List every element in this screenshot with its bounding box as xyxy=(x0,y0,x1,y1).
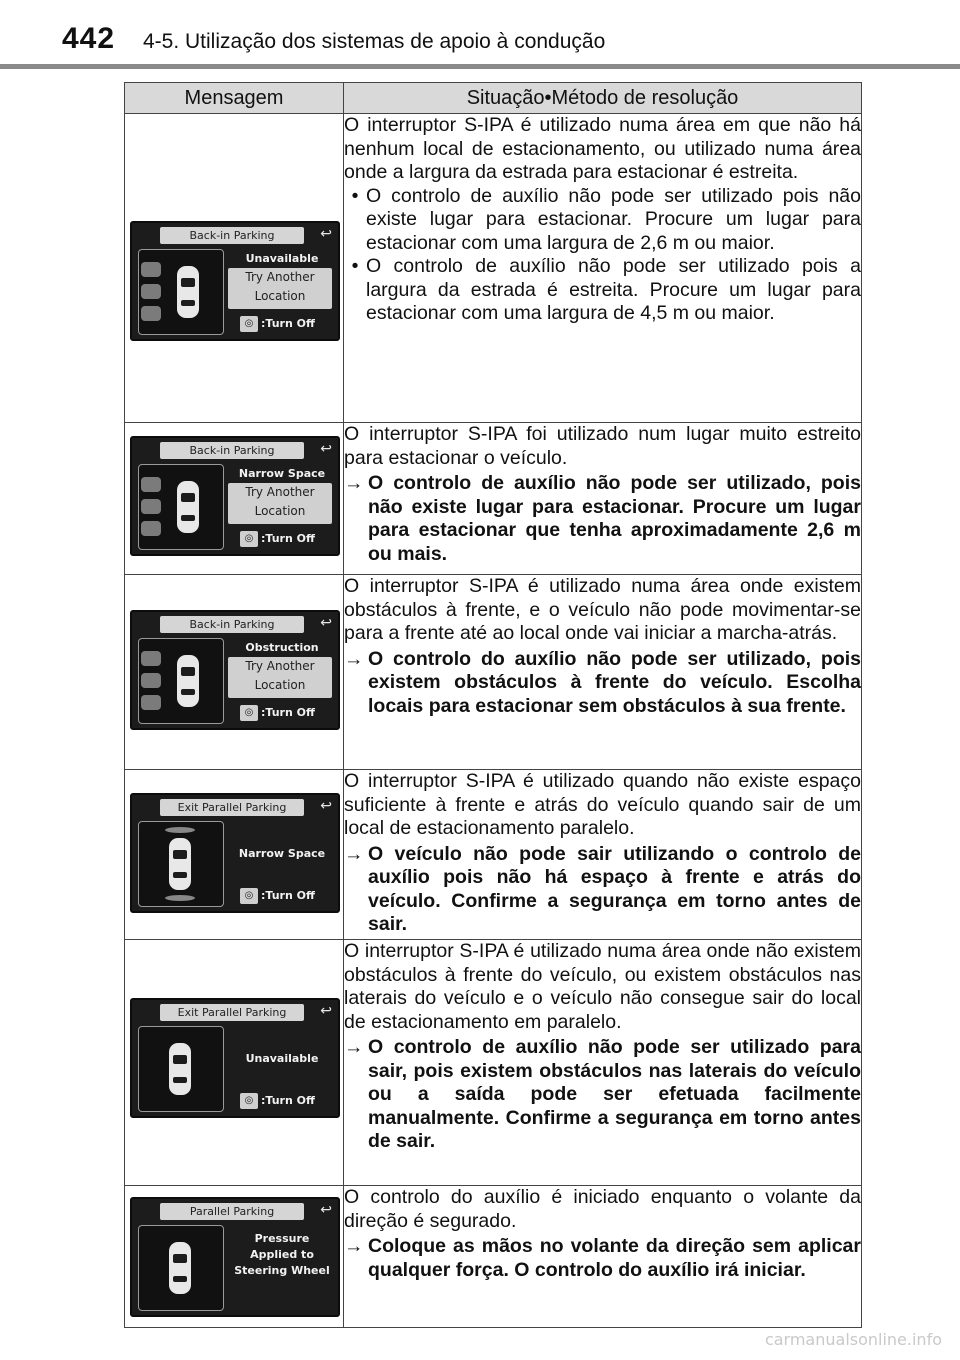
return-arrow-icon: ↩ xyxy=(320,798,332,814)
message-cell xyxy=(125,940,344,1186)
message-table xyxy=(124,82,862,1328)
turn-off-label: :Turn Off xyxy=(261,1094,315,1107)
car-icon xyxy=(169,1043,191,1095)
watermark: carmanualsonline.info xyxy=(764,1330,942,1349)
steering-icon: ◎ xyxy=(240,531,258,547)
resolution-item xyxy=(344,1036,861,1154)
situation-cell xyxy=(344,423,862,575)
situation-cell xyxy=(344,575,862,770)
display-screen xyxy=(130,436,340,556)
table-row xyxy=(125,114,862,423)
bullet-text: O controlo de auxílio não pode ser utilizado pois a largura da estrada é estreita. Procure um lugar para estacionar com uma largura de 4,5 m ou maior. xyxy=(366,255,861,324)
steering-icon: ◎ xyxy=(240,705,258,721)
table-header-row xyxy=(125,83,862,114)
try-label-2: Location xyxy=(254,289,306,303)
bullet-item xyxy=(344,255,861,326)
resolution-text: O controlo de auxílio não pode ser utilizado, pois não existe lugar para estacionar. Procure um lugar para estacionar que tenha aproximadamente 2,6 m ou mais. xyxy=(368,472,861,565)
car-icon xyxy=(177,655,199,707)
turn-off-row xyxy=(240,1091,315,1110)
resolution-text: O controlo do auxílio não pode ser utilizado, pois existem obstáculos à frente do veículo. Escolha locais para estacionar sem obstáculos à sua frente. xyxy=(368,647,861,717)
try-label-2: Location xyxy=(254,678,306,692)
car-panel xyxy=(138,821,224,907)
try-label-1: Try Another xyxy=(245,485,315,499)
status-line: Pressure xyxy=(254,1232,310,1245)
bullet-item xyxy=(344,185,861,256)
side-button xyxy=(141,262,161,277)
resolution-item xyxy=(344,472,861,566)
status-line: Applied to xyxy=(250,1248,314,1261)
screen-status: Narrow Space xyxy=(238,847,326,860)
situation-cell xyxy=(344,940,862,1186)
try-another-location-button xyxy=(228,483,332,524)
screen-status: Unavailable xyxy=(245,252,319,265)
page-header xyxy=(0,0,960,70)
car-icon xyxy=(177,481,199,533)
side-button xyxy=(141,651,161,666)
screen-title: Back-in Parking xyxy=(160,442,304,459)
steering-icon: ◎ xyxy=(240,316,258,332)
arrow-icon: → xyxy=(344,842,364,865)
return-arrow-icon: ↩ xyxy=(320,1003,332,1019)
situation-text: O interruptor S-IPA é utilizado numa área onde existem obstáculos à frente, e o veículo não pode movimentar-se para a frente até ao local onde vai iniciar a marcha-atrás. xyxy=(344,575,861,644)
situation-text: O interruptor S-IPA é utilizado numa área em que não há nenhum local de estacionamento, ou utilizado numa área onde a largura da estrada para estacionar é estreita. xyxy=(344,114,861,183)
screen-status: Narrow Space xyxy=(238,467,326,480)
side-button xyxy=(141,477,161,492)
table-row xyxy=(125,770,862,940)
page-number: 442 xyxy=(62,22,116,55)
situation-text: O interruptor S-IPA é utilizado quando não existe espaço suficiente à frente e atrás do veículo quando sair de um local de estacionamento paralelo. xyxy=(344,770,861,839)
arrow-icon: → xyxy=(344,647,364,670)
car-icon xyxy=(177,266,199,318)
status-line: Steering Wheel xyxy=(234,1264,330,1277)
turn-off-row xyxy=(240,529,315,548)
return-arrow-icon: ↩ xyxy=(320,615,332,631)
try-label-1: Try Another xyxy=(245,659,315,673)
screen-status: Obstruction xyxy=(245,641,319,654)
resolution-text: Coloque as mãos no volante da direção sem aplicar qualquer força. O controlo do auxílio irá iniciar. xyxy=(368,1235,861,1281)
display-screen xyxy=(130,998,340,1118)
bullet-text: O controlo de auxílio não pode ser utilizado pois não existe lugar para estacionar. Procure um lugar para estacionar com uma largura de 2,6 m ou maior. xyxy=(366,184,861,254)
try-another-location-button xyxy=(228,657,332,698)
screen-title: Back-in Parking xyxy=(160,616,304,633)
side-button xyxy=(141,521,161,536)
resolution-item xyxy=(344,843,861,937)
situation-text: O controlo do auxílio é iniciado enquanto o volante da direção é segurado. xyxy=(344,1186,861,1232)
message-cell xyxy=(125,423,344,575)
steering-icon: ◎ xyxy=(240,888,258,904)
car-icon xyxy=(169,838,191,890)
side-button xyxy=(141,695,161,710)
turn-off-row xyxy=(240,703,315,722)
bullet-mark: • xyxy=(351,184,359,207)
turn-off-label: :Turn Off xyxy=(261,889,315,902)
screen-title: Exit Parallel Parking xyxy=(160,1004,304,1021)
side-button xyxy=(141,284,161,299)
resolution-text: O controlo de auxílio não pode ser utilizado para sair, pois existem obstáculos nas laterais do veículo ou a saída pode ser efetuada facilmente manualmente. Confirme a segurança em torno antes de sair. xyxy=(368,1036,861,1152)
table-row xyxy=(125,423,862,575)
try-label-2: Location xyxy=(254,504,306,518)
screen-status xyxy=(228,1231,336,1279)
display-screen xyxy=(130,1197,340,1317)
turn-off-label: :Turn Off xyxy=(261,706,315,719)
side-button xyxy=(141,499,161,514)
situation-text: O interruptor S-IPA foi utilizado num lugar muito estreito para estacionar o veículo. xyxy=(344,423,861,469)
section-title: 4-5. Utilização dos sistemas de apoio à condução xyxy=(143,30,606,53)
arrow-icon: → xyxy=(344,472,364,494)
sensor-arc xyxy=(165,827,195,833)
message-cell xyxy=(125,114,344,423)
side-button xyxy=(141,306,161,321)
steering-icon: ◎ xyxy=(240,1093,258,1109)
message-cell xyxy=(125,770,344,940)
situation-cell xyxy=(344,1186,862,1328)
return-arrow-icon: ↩ xyxy=(320,441,332,457)
car-panel xyxy=(138,464,224,550)
display-screen xyxy=(130,793,340,913)
screen-title: Back-in Parking xyxy=(160,227,304,244)
situation-text: O interruptor S-IPA é utilizado numa área onde não existem obstáculos à frente do veículo, ou existem obstáculos nas laterais do veículo e o veículo não consegue sair do local de estacionamento em paralelo. xyxy=(344,940,861,1033)
resolution-text: O veículo não pode sair utilizando o controlo de auxílio pois não há espaço à frente e atrás do veículo. Confirme a segurança em torno antes de sair. xyxy=(368,842,861,935)
display-screen xyxy=(130,221,340,341)
resolution-item xyxy=(344,648,861,719)
message-cell xyxy=(125,1186,344,1328)
car-icon xyxy=(169,1242,191,1294)
try-label-1: Try Another xyxy=(245,270,315,284)
display-screen xyxy=(130,610,340,730)
turn-off-row xyxy=(240,314,315,333)
arrow-icon: → xyxy=(344,1235,364,1257)
return-arrow-icon: ↩ xyxy=(320,1202,332,1218)
arrow-icon: → xyxy=(344,1036,364,1058)
screen-status: Unavailable xyxy=(245,1052,319,1065)
turn-off-label: :Turn Off xyxy=(261,317,315,330)
table-row xyxy=(125,1186,862,1328)
car-panel xyxy=(138,249,224,335)
col-header-situation: Situação•Método de resolução xyxy=(344,83,862,114)
turn-off-label: :Turn Off xyxy=(261,532,315,545)
screen-title: Parallel Parking xyxy=(160,1203,304,1220)
situation-cell xyxy=(344,114,862,423)
bullet-mark: • xyxy=(351,255,359,277)
table-row xyxy=(125,575,862,770)
car-panel xyxy=(138,638,224,724)
resolution-item xyxy=(344,1235,861,1282)
try-another-location-button xyxy=(228,268,332,309)
side-button xyxy=(141,673,161,688)
message-cell xyxy=(125,575,344,770)
table-row xyxy=(125,940,862,1186)
car-panel xyxy=(138,1225,224,1311)
header-rule xyxy=(0,64,960,69)
col-header-message: Mensagem xyxy=(125,83,344,114)
car-panel xyxy=(138,1026,224,1112)
situation-cell xyxy=(344,770,862,940)
turn-off-row xyxy=(240,886,315,905)
screen-title: Exit Parallel Parking xyxy=(160,799,304,816)
sensor-arc xyxy=(165,895,195,901)
return-arrow-icon: ↩ xyxy=(320,226,332,242)
